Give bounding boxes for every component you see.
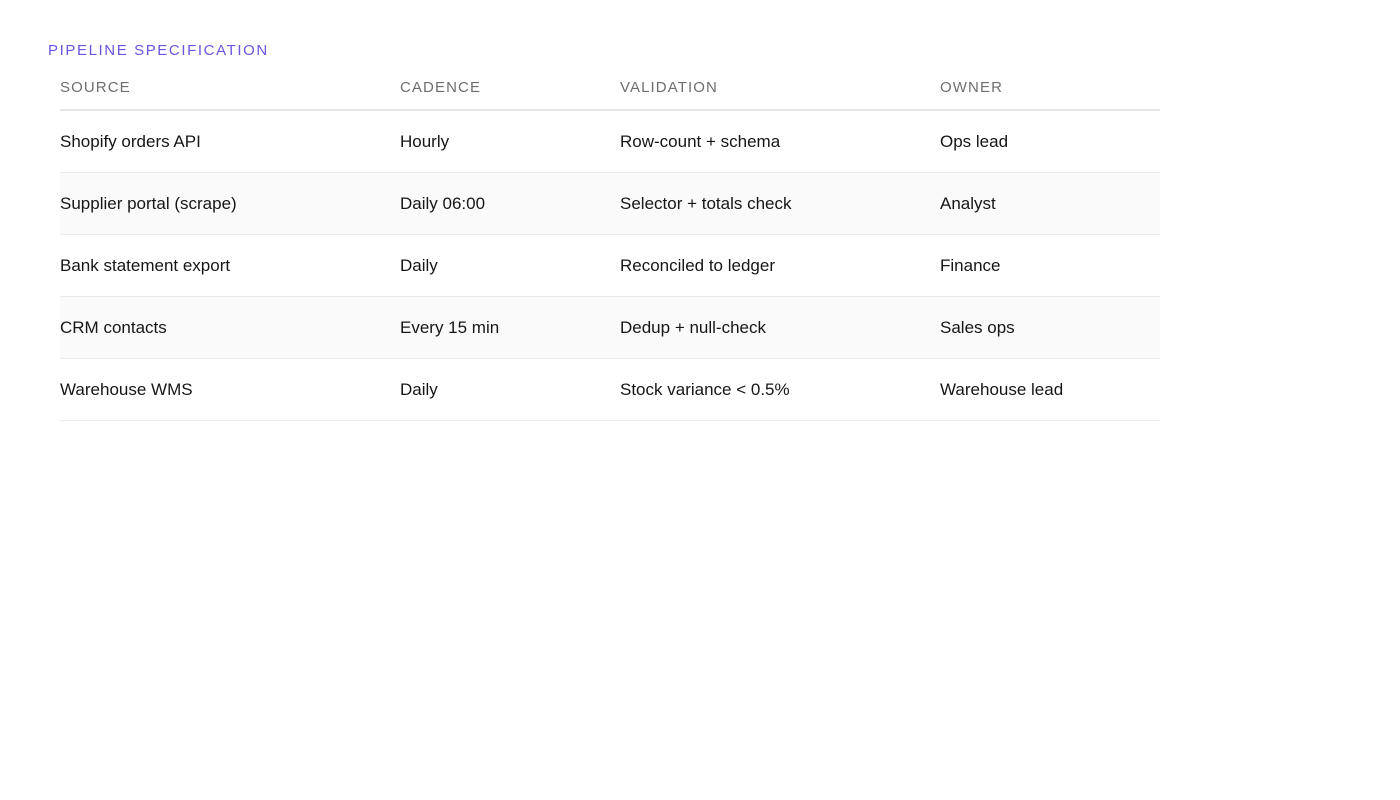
- cell-source: CRM contacts: [60, 297, 400, 359]
- table-header: [60, 66, 1160, 110]
- table-row: [60, 173, 1160, 235]
- column-header-owner: OWNER: [940, 66, 1160, 110]
- cell-cadence: Every 15 min: [400, 297, 620, 359]
- cell-source: Warehouse WMS: [60, 359, 400, 421]
- cell-validation: Row-count + schema: [620, 110, 940, 173]
- table-row: [60, 110, 1160, 173]
- cell-owner: Finance: [940, 235, 1160, 297]
- column-header-cadence: CADENCE: [400, 66, 620, 110]
- cell-cadence: Daily: [400, 235, 620, 297]
- cell-source: Supplier portal (scrape): [60, 173, 400, 235]
- column-header-source: SOURCE: [60, 66, 400, 110]
- cell-cadence: Daily: [400, 359, 620, 421]
- cell-owner: Ops lead: [940, 110, 1160, 173]
- section-title: PIPELINE SPECIFICATION: [48, 42, 269, 59]
- header-row: [60, 66, 1160, 110]
- column-header-validation: VALIDATION: [620, 66, 940, 110]
- cell-validation: Dedup + null-check: [620, 297, 940, 359]
- cell-validation: Reconciled to ledger: [620, 235, 940, 297]
- table-row: [60, 297, 1160, 359]
- cell-owner: Warehouse lead: [940, 359, 1160, 421]
- table-body: [60, 110, 1160, 421]
- table-row: [60, 235, 1160, 297]
- cell-source: Shopify orders API: [60, 110, 400, 173]
- table-row: [60, 359, 1160, 421]
- cell-validation: Stock variance < 0.5%: [620, 359, 940, 421]
- pipeline-spec-table: [60, 66, 1160, 421]
- cell-owner: Analyst: [940, 173, 1160, 235]
- cell-cadence: Daily 06:00: [400, 173, 620, 235]
- cell-cadence: Hourly: [400, 110, 620, 173]
- cell-validation: Selector + totals check: [620, 173, 940, 235]
- cell-owner: Sales ops: [940, 297, 1160, 359]
- cell-source: Bank statement export: [60, 235, 400, 297]
